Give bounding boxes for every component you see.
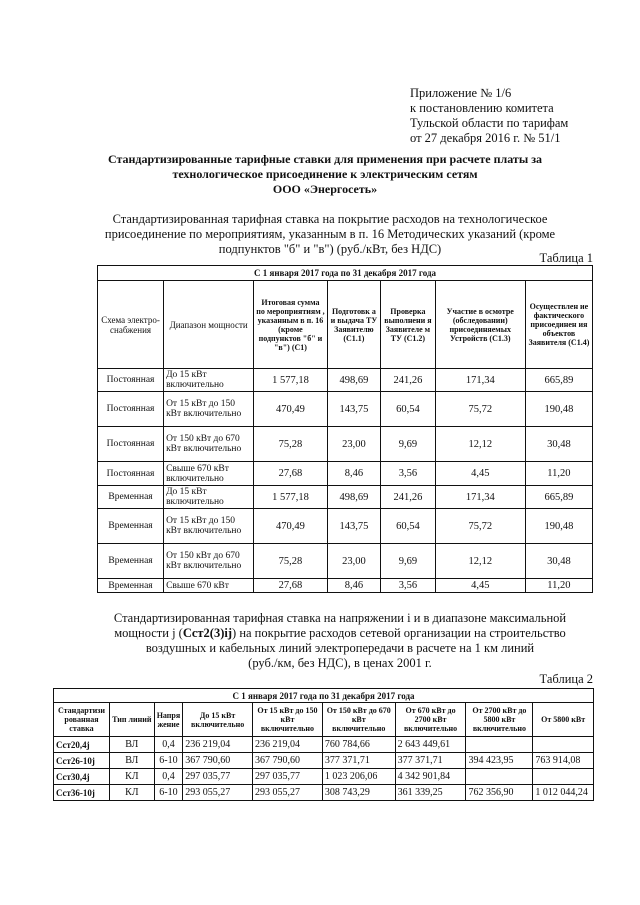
value-cell: 470,49 [254, 392, 327, 427]
value-cell: 377 371,71 [322, 753, 395, 769]
table1 [97, 265, 593, 593]
value-cell: 1 023 206,06 [322, 769, 395, 785]
value-cell: 367 790,60 [183, 753, 253, 769]
value-cell: 27,68 [254, 579, 327, 593]
table1-row [98, 486, 593, 509]
value-cell: 11,20 [525, 462, 592, 486]
value-cell: 8,46 [327, 462, 380, 486]
value-cell: 236 219,04 [253, 737, 323, 753]
value-cell: 11,20 [525, 579, 592, 593]
section2-line: воздушных и кабельных линий электропередачи в расчете на 1 км линий [145, 641, 535, 655]
value-cell: 4,45 [435, 462, 525, 486]
table1-header: Проверка выполнени я Заявителе м ТУ (C1.2) [381, 281, 436, 369]
scheme-cell: Временная [98, 486, 164, 509]
value-cell: 665,89 [525, 369, 592, 392]
value-cell: 3,56 [381, 462, 436, 486]
value-cell: 2 643 449,61 [395, 737, 466, 753]
value-cell: 241,26 [381, 369, 436, 392]
value-cell: 75,28 [254, 427, 327, 462]
value-cell: 377 371,71 [395, 753, 466, 769]
value-cell: 293 055,27 [183, 785, 253, 801]
value-cell: 9,69 [381, 544, 436, 579]
table2-row [54, 737, 594, 753]
section2-text: мощности j ( [114, 626, 183, 640]
table2-header: От 150 кВт до 670 кВт включительно [322, 703, 395, 737]
value-cell: 60,54 [381, 392, 436, 427]
value-cell: 297 035,77 [253, 769, 323, 785]
table1-header: Подготовк а и выдача ТУ Заявителю (C1.1) [327, 281, 380, 369]
appendix-line: Приложение № 1/6 [410, 86, 512, 100]
value-cell: 171,34 [435, 369, 525, 392]
voltage-cell: 0,4 [154, 737, 183, 753]
value-cell: 236 219,04 [183, 737, 253, 753]
value-cell: 60,54 [381, 509, 436, 544]
value-cell [466, 737, 533, 753]
range-cell: Свыше 670 кВт включительно [164, 462, 254, 486]
value-cell: 665,89 [525, 486, 592, 509]
value-cell [533, 769, 594, 785]
value-cell: 394 423,95 [466, 753, 533, 769]
table2-header: До 15 кВт включительно [183, 703, 253, 737]
value-cell: 293 055,27 [253, 785, 323, 801]
scheme-cell: Постоянная [98, 392, 164, 427]
table1-header: Диапазон мощности [164, 281, 254, 369]
table2-header: От 5800 кВт [533, 703, 594, 737]
value-cell: 190,48 [525, 509, 592, 544]
table1-row [98, 509, 593, 544]
table2-row [54, 753, 594, 769]
range-cell: От 150 кВт до 670 кВт включительно [164, 544, 254, 579]
table1-row [98, 427, 593, 462]
value-cell: 9,69 [381, 427, 436, 462]
section2-description [100, 611, 580, 671]
section2-line: (руб./км, без НДС), в ценах 2001 г. [248, 656, 432, 670]
table1-row [98, 369, 593, 392]
scheme-cell: Временная [98, 544, 164, 579]
table2-caption: Таблица 2 [539, 672, 593, 686]
scheme-cell: Временная [98, 579, 164, 593]
scheme-cell: Постоянная [98, 462, 164, 486]
value-cell: 361 339,25 [395, 785, 466, 801]
value-cell: 1 577,18 [254, 369, 327, 392]
voltage-cell: 6-10 [154, 785, 183, 801]
value-cell: 1 012 044,24 [533, 785, 594, 801]
table1-header: Схема электро-снабжения [98, 281, 164, 369]
value-cell: 30,48 [525, 427, 592, 462]
range-cell: До 15 кВт включительно [164, 369, 254, 392]
value-cell [533, 737, 594, 753]
section1-line: Стандартизированная тарифная ставка на покрытие расходов на технологическое [112, 212, 548, 226]
voltage-cell: 0,4 [154, 769, 183, 785]
value-cell: 498,69 [327, 486, 380, 509]
value-cell: 4,45 [435, 579, 525, 593]
value-cell: 3,56 [381, 579, 436, 593]
value-cell: 23,00 [327, 544, 380, 579]
section1-line: присоединение по мероприятиям, указанным в п. 16 Методических указаний (кроме [104, 227, 556, 241]
section2-text: ) на покрытие расходов сетевой организации на строительство [232, 626, 566, 640]
table2-header: От 15 кВт до 150 кВт включительно [253, 703, 323, 737]
voltage-cell: 6-10 [154, 753, 183, 769]
range-cell: От 15 кВт до 150 кВт включительно [164, 509, 254, 544]
table2-header: От 2700 кВт до 5800 кВт включительно [466, 703, 533, 737]
value-cell: 190,48 [525, 392, 592, 427]
range-cell: От 150 кВт до 670 кВт включительно [164, 427, 254, 462]
table2-period: С 1 января 2017 года по 31 декабря 2017 года [54, 689, 594, 703]
table2-row [54, 785, 594, 801]
document-title [90, 152, 560, 197]
section2-line: Стандартизированная тарифная ставка на напряжении i и в диапазоне максимальной [113, 611, 567, 625]
value-cell: 23,00 [327, 427, 380, 462]
value-cell: 498,69 [327, 369, 380, 392]
table2-header: Тип линий [109, 703, 154, 737]
section1-line: подпунктов "б" и "в") (руб./кВт, без НДС) [218, 242, 442, 256]
table1-row [98, 462, 593, 486]
value-cell: 30,48 [525, 544, 592, 579]
value-cell: 297 035,77 [183, 769, 253, 785]
value-cell [466, 769, 533, 785]
value-cell: 143,75 [327, 509, 380, 544]
line-type-cell: ВЛ [109, 737, 154, 753]
range-cell: От 15 кВт до 150 кВт включительно [164, 392, 254, 427]
rate-code-cell: Cст36-10j [54, 785, 110, 801]
table1-row [98, 544, 593, 579]
range-cell: Свыше 670 кВт [164, 579, 254, 593]
table2-row [54, 769, 594, 785]
table2 [53, 688, 594, 801]
value-cell: 27,68 [254, 462, 327, 486]
range-cell: До 15 кВт включительно [164, 486, 254, 509]
value-cell: 75,28 [254, 544, 327, 579]
table1-row [98, 392, 593, 427]
line-type-cell: ВЛ [109, 753, 154, 769]
value-cell: 171,34 [435, 486, 525, 509]
table1-header: Осуществлен ие фактического присоединен ия объектов Заявителя (C1.4) [525, 281, 592, 369]
appendix-line: от 27 декабря 2016 г. № 51/1 [410, 131, 561, 145]
value-cell: 308 743,29 [322, 785, 395, 801]
title-line: Стандартизированные тарифные ставки для применения при расчете платы за [107, 152, 543, 166]
table2-header: От 670 кВт до 2700 кВт включительно [395, 703, 466, 737]
title-line: ООО «Энергосеть» [272, 182, 378, 196]
line-type-cell: КЛ [109, 785, 154, 801]
appendix-header [410, 86, 590, 146]
value-cell: 760 784,66 [322, 737, 395, 753]
scheme-cell: Временная [98, 509, 164, 544]
value-cell: 470,49 [254, 509, 327, 544]
value-cell: 12,12 [435, 427, 525, 462]
value-cell: 12,12 [435, 544, 525, 579]
scheme-cell: Постоянная [98, 427, 164, 462]
scheme-cell: Постоянная [98, 369, 164, 392]
value-cell: 8,46 [327, 579, 380, 593]
table1-period: С 1 января 2017 года по 31 декабря 2017 года [98, 266, 593, 281]
table1-header: Итоговая сумма по мероприятиям , указанным в п. 16 (кроме подпунктов "б" и "в") (C1) [254, 281, 327, 369]
rate-code-cell: Cст26-10j [54, 753, 110, 769]
appendix-line: к постановлению комитета [410, 101, 554, 115]
table1-header: Участие в осмотре (обследовании) присоединяемых Устройств (C1.3) [435, 281, 525, 369]
table1-caption: Таблица 1 [539, 251, 593, 265]
value-cell: 763 914,08 [533, 753, 594, 769]
section2-line [100, 626, 580, 641]
table2-header: Напря жение [154, 703, 183, 737]
line-type-cell: КЛ [109, 769, 154, 785]
table1-row [98, 579, 593, 593]
value-cell: 75,72 [435, 509, 525, 544]
title-line: технологическое присоединение к электрическим сетям [172, 167, 478, 181]
rate-symbol: Cст2(3)ij [182, 626, 233, 640]
value-cell: 762 356,90 [466, 785, 533, 801]
value-cell: 75,72 [435, 392, 525, 427]
value-cell: 1 577,18 [254, 486, 327, 509]
appendix-line: Тульской области по тарифам [410, 116, 569, 130]
value-cell: 367 790,60 [253, 753, 323, 769]
value-cell: 4 342 901,84 [395, 769, 466, 785]
value-cell: 241,26 [381, 486, 436, 509]
rate-code-cell: Cст20,4j [54, 737, 110, 753]
table2-header: Стандартизи рованная ставка [54, 703, 110, 737]
value-cell: 143,75 [327, 392, 380, 427]
section1-description [100, 212, 560, 257]
rate-code-cell: Cст30,4j [54, 769, 110, 785]
